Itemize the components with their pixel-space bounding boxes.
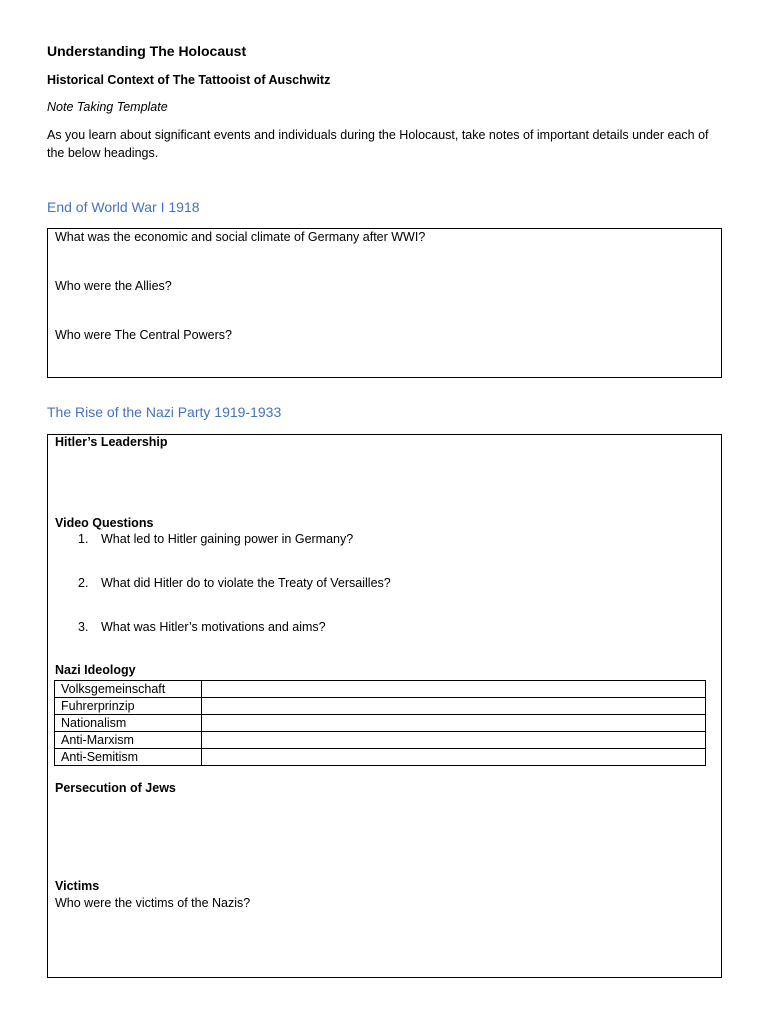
ideology-notes-cell[interactable] — [202, 698, 706, 715]
persecution-label: Persecution of Jews — [55, 781, 176, 795]
notes-box-wwi[interactable] — [47, 228, 722, 378]
question-central-powers: Who were The Central Powers? — [55, 328, 232, 342]
table-row — [55, 749, 706, 766]
video-question-number: 2. — [78, 576, 89, 590]
question-economic-climate: What was the economic and social climate of Germany after WWI? — [55, 230, 426, 244]
nazi-ideology-label: Nazi Ideology — [55, 663, 136, 677]
template-label: Note Taking Template — [47, 100, 168, 114]
ideology-term: Anti-Marxism — [55, 732, 202, 749]
ideology-term: Nationalism — [55, 715, 202, 732]
video-question-3: What was Hitler’s motivations and aims? — [101, 620, 326, 634]
nazi-ideology-table — [54, 680, 706, 766]
intro-paragraph: As you learn about significant events and individuals during the Holocaust, take notes of important details under each of the below headings. — [47, 128, 709, 160]
ideology-notes-cell[interactable] — [202, 715, 706, 732]
ideology-term: Fuhrerprinzip — [55, 698, 202, 715]
ideology-notes-cell[interactable] — [202, 732, 706, 749]
ideology-notes-cell[interactable] — [202, 681, 706, 698]
notes-box-nazi-party[interactable] — [47, 434, 722, 978]
video-question-number: 1. — [78, 532, 89, 546]
video-questions-label: Video Questions — [55, 516, 154, 530]
victims-question: Who were the victims of the Nazis? — [55, 896, 251, 910]
video-question-number: 3. — [78, 620, 89, 634]
table-row — [55, 698, 706, 715]
table-row — [55, 681, 706, 698]
ideology-term: Anti-Semitism — [55, 749, 202, 766]
ideology-notes-cell[interactable] — [202, 749, 706, 766]
ideology-term: Volksgemeinschaft — [55, 681, 202, 698]
document-subtitle: Historical Context of The Tattooist of Auschwitz — [47, 73, 331, 87]
video-question-2: What did Hitler do to violate the Treaty of Versailles? — [101, 576, 391, 590]
victims-label: Victims — [55, 879, 100, 893]
question-allies: Who were the Allies? — [55, 279, 172, 293]
section-heading-wwi: End of World War I 1918 — [47, 199, 200, 215]
document-title: Understanding The Holocaust — [47, 43, 247, 59]
table-row — [55, 715, 706, 732]
leadership-label: Hitler’s Leadership — [55, 435, 168, 449]
section-heading-nazi-party: The Rise of the Nazi Party 1919-1933 — [47, 404, 282, 420]
video-question-1: What led to Hitler gaining power in Germany? — [101, 532, 354, 546]
table-row — [55, 732, 706, 749]
